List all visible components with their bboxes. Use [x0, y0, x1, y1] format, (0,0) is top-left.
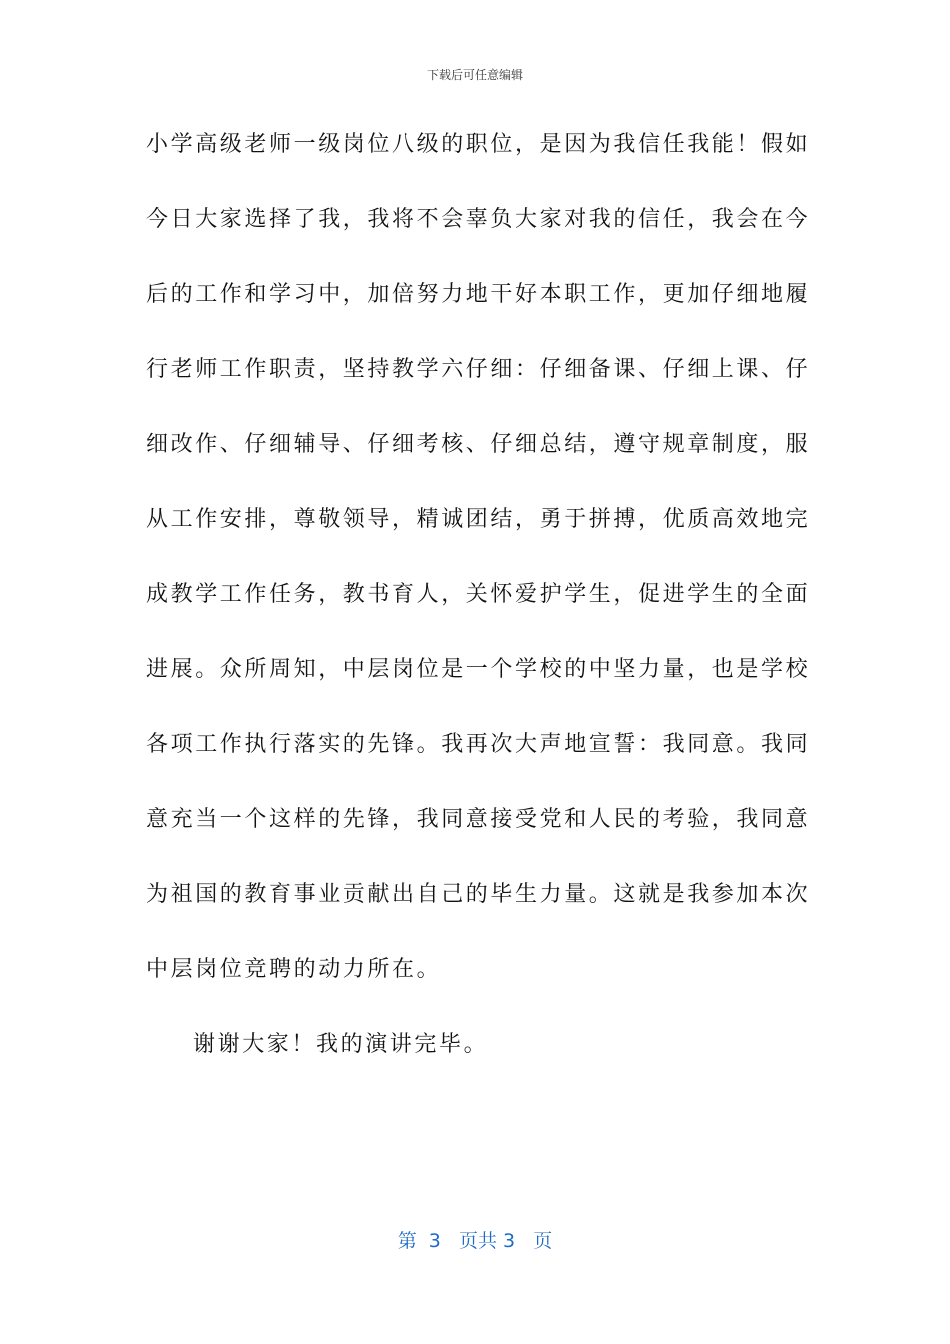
body-line: 从工作安排，尊敬领导，精诚团结，勇于拼搏，优质高效地完 — [146, 507, 811, 532]
closing-paragraph: 谢谢大家！我的演讲完毕。 — [193, 1032, 489, 1057]
body-line: 进展。众所周知，中层岗位是一个学校的中坚力量，也是学校 — [146, 657, 811, 682]
body-line: 成教学工作任务，教书育人，关怀爱护学生，促进学生的全面 — [146, 582, 811, 607]
body-line: 为祖国的教育事业贡献出自己的毕生力量。这就是我参加本次 — [146, 882, 811, 907]
body-line: 细改作、仔细辅导、仔细考核、仔细总结，遵守规章制度，服 — [146, 432, 811, 457]
page-header: 下载后可任意编辑 — [426, 68, 523, 82]
page-number-footer: 第 3 页共 3 页 — [397, 1230, 553, 1252]
document-body — [146, 120, 811, 1095]
body-line: 意充当一个这样的先锋，我同意接受党和人民的考验，我同意 — [146, 807, 811, 832]
body-line: 行老师工作职责，坚持教学六仔细：仔细备课、仔细上课、仔 — [146, 357, 811, 382]
body-line: 小学高级老师一级岗位八级的职位，是因为我信任我能！假如 — [146, 132, 811, 157]
body-line: 后的工作和学习中，加倍努力地干好本职工作，更加仔细地履 — [146, 282, 811, 307]
body-line: 中层岗位竞聘的动力所在。 — [146, 957, 442, 982]
body-line: 今日大家选择了我，我将不会辜负大家对我的信任，我会在今 — [146, 207, 811, 232]
body-line: 各项工作执行落实的先锋。我再次大声地宣誓：我同意。我同 — [146, 732, 811, 757]
